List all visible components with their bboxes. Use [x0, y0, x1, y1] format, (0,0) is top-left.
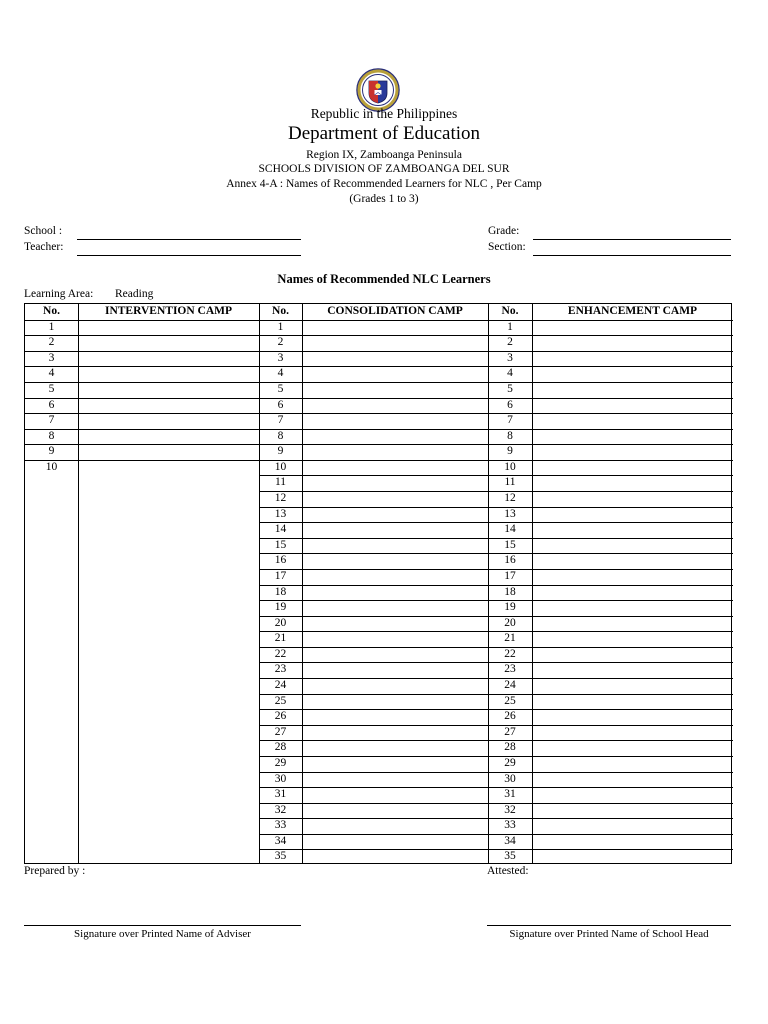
learner-name-cell[interactable]: [532, 834, 733, 850]
row-number: 13: [274, 507, 287, 520]
row-number: 23: [504, 663, 516, 676]
row-number: 8: [48, 429, 55, 442]
row-number: 23: [274, 663, 287, 676]
row-number: 24: [504, 679, 516, 691]
learner-name-cell[interactable]: [302, 538, 488, 554]
learner-name-cell[interactable]: [532, 444, 733, 460]
adviser-signature-line[interactable]: [24, 925, 301, 926]
learner-name-cell[interactable]: [302, 382, 488, 398]
learner-name-cell[interactable]: [532, 569, 733, 585]
school-field[interactable]: [77, 239, 301, 240]
row-number: 4: [48, 367, 55, 380]
row-number: 15: [274, 538, 287, 551]
learner-name-cell[interactable]: [78, 366, 259, 382]
learner-name-cell[interactable]: [532, 398, 733, 414]
learner-name-cell[interactable]: [78, 335, 259, 351]
row-number: 1: [48, 320, 55, 333]
row-number: 19: [274, 601, 287, 614]
row-number: 18: [274, 585, 287, 598]
learner-name-cell[interactable]: [302, 475, 488, 491]
row-number: 5: [277, 382, 284, 395]
row-number: 32: [504, 803, 516, 816]
learner-name-cell[interactable]: [302, 444, 488, 460]
learner-name-cell[interactable]: [302, 818, 488, 834]
learner-name-cell[interactable]: [532, 507, 733, 523]
learner-name-cell[interactable]: [302, 647, 488, 663]
row-number: 5: [507, 382, 513, 395]
learner-name-cell[interactable]: [302, 756, 488, 772]
row-number: 26: [274, 710, 287, 723]
learner-name-cell[interactable]: [302, 803, 488, 819]
learner-name-cell[interactable]: [532, 740, 733, 756]
row-number: 9: [48, 445, 55, 458]
learner-name-cell[interactable]: [78, 413, 259, 429]
row-number: 19: [504, 601, 516, 614]
row-number: 8: [507, 429, 513, 442]
learner-name-cell[interactable]: [302, 553, 488, 569]
learner-name-cell[interactable]: [532, 335, 733, 351]
learner-name-cell[interactable]: [302, 491, 488, 507]
row-number: 6: [507, 398, 513, 411]
row-number: 31: [504, 788, 516, 801]
row-number: 8: [277, 429, 284, 442]
row-number: 17: [274, 569, 287, 582]
row-number: 32: [274, 803, 287, 816]
row-number: 18: [504, 585, 516, 598]
region-line: Region IX, Zamboanga Peninsula: [306, 149, 462, 161]
no-column-header: No.: [43, 305, 60, 317]
learner-name-cell[interactable]: [302, 709, 488, 725]
republic-line: Republic in the Philippines: [310, 106, 458, 121]
learners-table: [24, 303, 732, 864]
learner-name-cell[interactable]: [302, 460, 488, 476]
teacher-label: Teacher:: [24, 241, 64, 253]
learner-name-cell[interactable]: [78, 398, 259, 414]
row-number: 12: [504, 492, 516, 504]
head-signature-line[interactable]: [487, 925, 731, 926]
learner-name-cell[interactable]: [302, 772, 488, 788]
row-number: 6: [48, 398, 55, 411]
row-number: 2: [277, 336, 284, 349]
learner-name-cell[interactable]: [78, 320, 259, 336]
division-line: SCHOOLS DIVISION OF ZAMBOANGA DEL SUR: [258, 163, 510, 175]
row-number: 15: [504, 538, 516, 551]
row-number: 9: [277, 445, 284, 458]
learner-name-cell[interactable]: [302, 569, 488, 585]
row-number: 13: [504, 507, 516, 520]
learner-name-cell[interactable]: [78, 382, 259, 398]
learner-name-cell[interactable]: [302, 631, 488, 647]
camp-column-header: INTERVENTION CAMP: [104, 305, 233, 317]
row-number: 3: [48, 351, 55, 364]
row-number: 7: [48, 414, 55, 427]
head-signature-caption: Signature over Printed Name of School Head: [509, 928, 709, 940]
learner-name-cell[interactable]: [532, 849, 733, 865]
annex-line: Annex 4-A : Names of Recommended Learners for NLC , Per Camp: [226, 178, 542, 190]
row-number: 29: [504, 756, 516, 769]
row-number: 10: [274, 460, 287, 473]
learner-name-cell[interactable]: [532, 662, 733, 678]
learning-area-value: Reading: [115, 288, 154, 300]
learner-name-cell[interactable]: [302, 849, 488, 865]
row-number: 34: [274, 834, 287, 847]
row-number: 1: [277, 320, 284, 333]
row-number: 16: [504, 554, 516, 567]
row-number: 28: [504, 741, 516, 754]
row-number: 7: [507, 414, 513, 427]
row-number: 10: [504, 460, 516, 473]
learner-name-cell[interactable]: [532, 538, 733, 554]
learner-name-cell[interactable]: [302, 662, 488, 678]
learner-name-cell[interactable]: [302, 320, 488, 336]
learner-name-cell[interactable]: [532, 772, 733, 788]
learner-name-cell[interactable]: [78, 351, 259, 367]
department-title: Department of Education: [287, 123, 481, 144]
learner-name-cell[interactable]: [532, 631, 733, 647]
row-number: 9: [507, 445, 513, 458]
learner-name-cell[interactable]: [302, 335, 488, 351]
attested-label: Attested:: [487, 865, 529, 877]
row-number: 21: [504, 632, 516, 645]
learner-name-cell[interactable]: [532, 818, 733, 834]
learner-name-cell[interactable]: [302, 398, 488, 414]
learner-name-cell[interactable]: [532, 756, 733, 772]
learner-name-cell[interactable]: [532, 429, 733, 445]
learner-name-cell[interactable]: [302, 678, 488, 694]
grades-line: (Grades 1 to 3): [349, 193, 419, 205]
row-number: 14: [274, 523, 287, 536]
learner-name-cell[interactable]: [302, 834, 488, 850]
learner-name-cell[interactable]: [532, 522, 733, 538]
row-number: 22: [504, 647, 516, 660]
row-number: 14: [504, 523, 516, 536]
learner-name-cell[interactable]: [532, 475, 733, 491]
row-number: 29: [274, 756, 287, 769]
learner-name-cell[interactable]: [532, 413, 733, 429]
row-number: 16: [274, 554, 287, 567]
learner-name-cell[interactable]: [302, 694, 488, 710]
row-number: 3: [507, 351, 513, 364]
row-number: 25: [504, 694, 516, 707]
row-number: 26: [504, 710, 516, 723]
camp-column-header: ENHANCEMENT CAMP: [567, 305, 698, 317]
learner-name-cell[interactable]: [532, 600, 733, 616]
row-number: 21: [274, 632, 287, 645]
row-number: 31: [274, 788, 287, 801]
row-number: 11: [504, 476, 516, 489]
learner-name-cell[interactable]: [532, 460, 733, 476]
row-number: 2: [48, 336, 55, 349]
row-number: 24: [274, 679, 287, 691]
row-number: 34: [504, 834, 516, 847]
learner-name-cell[interactable]: [302, 522, 488, 538]
learner-name-cell[interactable]: [302, 351, 488, 367]
school-label: School :: [24, 225, 63, 237]
row-number: 22: [274, 647, 287, 660]
row-number: 35: [504, 850, 516, 863]
learner-name-cell[interactable]: [532, 803, 733, 819]
row-number: 25: [274, 694, 287, 707]
row-number: 30: [504, 772, 516, 785]
row-number: 27: [274, 725, 287, 738]
no-column-header: No.: [272, 305, 289, 317]
learner-name-cell[interactable]: [302, 787, 488, 803]
learner-name-cell[interactable]: [532, 553, 733, 569]
learner-name-cell[interactable]: [532, 351, 733, 367]
learner-name-cell[interactable]: [532, 709, 733, 725]
row-number: 28: [274, 741, 287, 754]
learner-name-cell[interactable]: [302, 507, 488, 523]
learner-name-cell[interactable]: [532, 694, 733, 710]
no-column-header: No.: [501, 305, 519, 317]
camp-column-header: CONSOLIDATION CAMP: [327, 305, 463, 317]
learner-name-cell[interactable]: [532, 647, 733, 663]
learner-name-cell[interactable]: [302, 740, 488, 756]
learner-name-cell[interactable]: [532, 491, 733, 507]
row-number: 17: [504, 569, 516, 582]
learner-name-cell[interactable]: [532, 616, 733, 632]
learner-name-cell[interactable]: [78, 460, 259, 476]
learner-name-cell[interactable]: [532, 382, 733, 398]
row-number: 4: [507, 367, 513, 380]
learner-name-cell[interactable]: [302, 366, 488, 382]
grade-label: Grade:: [488, 225, 520, 237]
learner-name-cell[interactable]: [78, 444, 259, 460]
row-number: 30: [274, 772, 287, 785]
row-number: 4: [277, 367, 284, 380]
row-number: 20: [274, 616, 287, 629]
learner-name-cell[interactable]: [532, 366, 733, 382]
learner-name-cell[interactable]: [302, 725, 488, 741]
learner-name-cell[interactable]: [532, 725, 733, 741]
row-number: 1: [507, 320, 513, 333]
adviser-signature-caption: Signature over Printed Name of Adviser: [74, 928, 251, 940]
learner-name-cell[interactable]: [302, 616, 488, 632]
prepared-by-label: Prepared by :: [24, 865, 86, 877]
grade-field[interactable]: [533, 239, 731, 240]
learner-name-cell[interactable]: [302, 429, 488, 445]
row-number: 10: [45, 460, 58, 473]
row-number: 33: [274, 819, 287, 832]
learner-name-cell[interactable]: [302, 585, 488, 601]
teacher-field[interactable]: [77, 255, 301, 256]
row-number: 27: [504, 725, 516, 738]
learner-name-cell[interactable]: [532, 678, 733, 694]
section-field[interactable]: [533, 255, 731, 256]
row-number: 11: [274, 476, 287, 489]
learning-area-label: Learning Area:: [24, 288, 94, 300]
learner-name-cell[interactable]: [302, 600, 488, 616]
row-number: 12: [274, 492, 287, 504]
row-number: 6: [277, 398, 284, 411]
row-number: 20: [504, 616, 516, 629]
row-number: 35: [274, 850, 287, 863]
learner-name-cell[interactable]: [532, 585, 733, 601]
row-number: 2: [507, 336, 513, 349]
row-number: 7: [277, 414, 284, 427]
table-title: Names of Recommended NLC Learners: [277, 272, 491, 286]
row-number: 3: [277, 351, 284, 364]
learner-name-cell[interactable]: [532, 787, 733, 803]
row-number: 33: [504, 819, 516, 832]
section-label: Section:: [488, 241, 526, 253]
row-number: 5: [48, 382, 55, 395]
learner-name-cell[interactable]: [302, 413, 488, 429]
learner-name-cell[interactable]: [78, 429, 259, 445]
learner-name-cell[interactable]: [532, 320, 733, 336]
